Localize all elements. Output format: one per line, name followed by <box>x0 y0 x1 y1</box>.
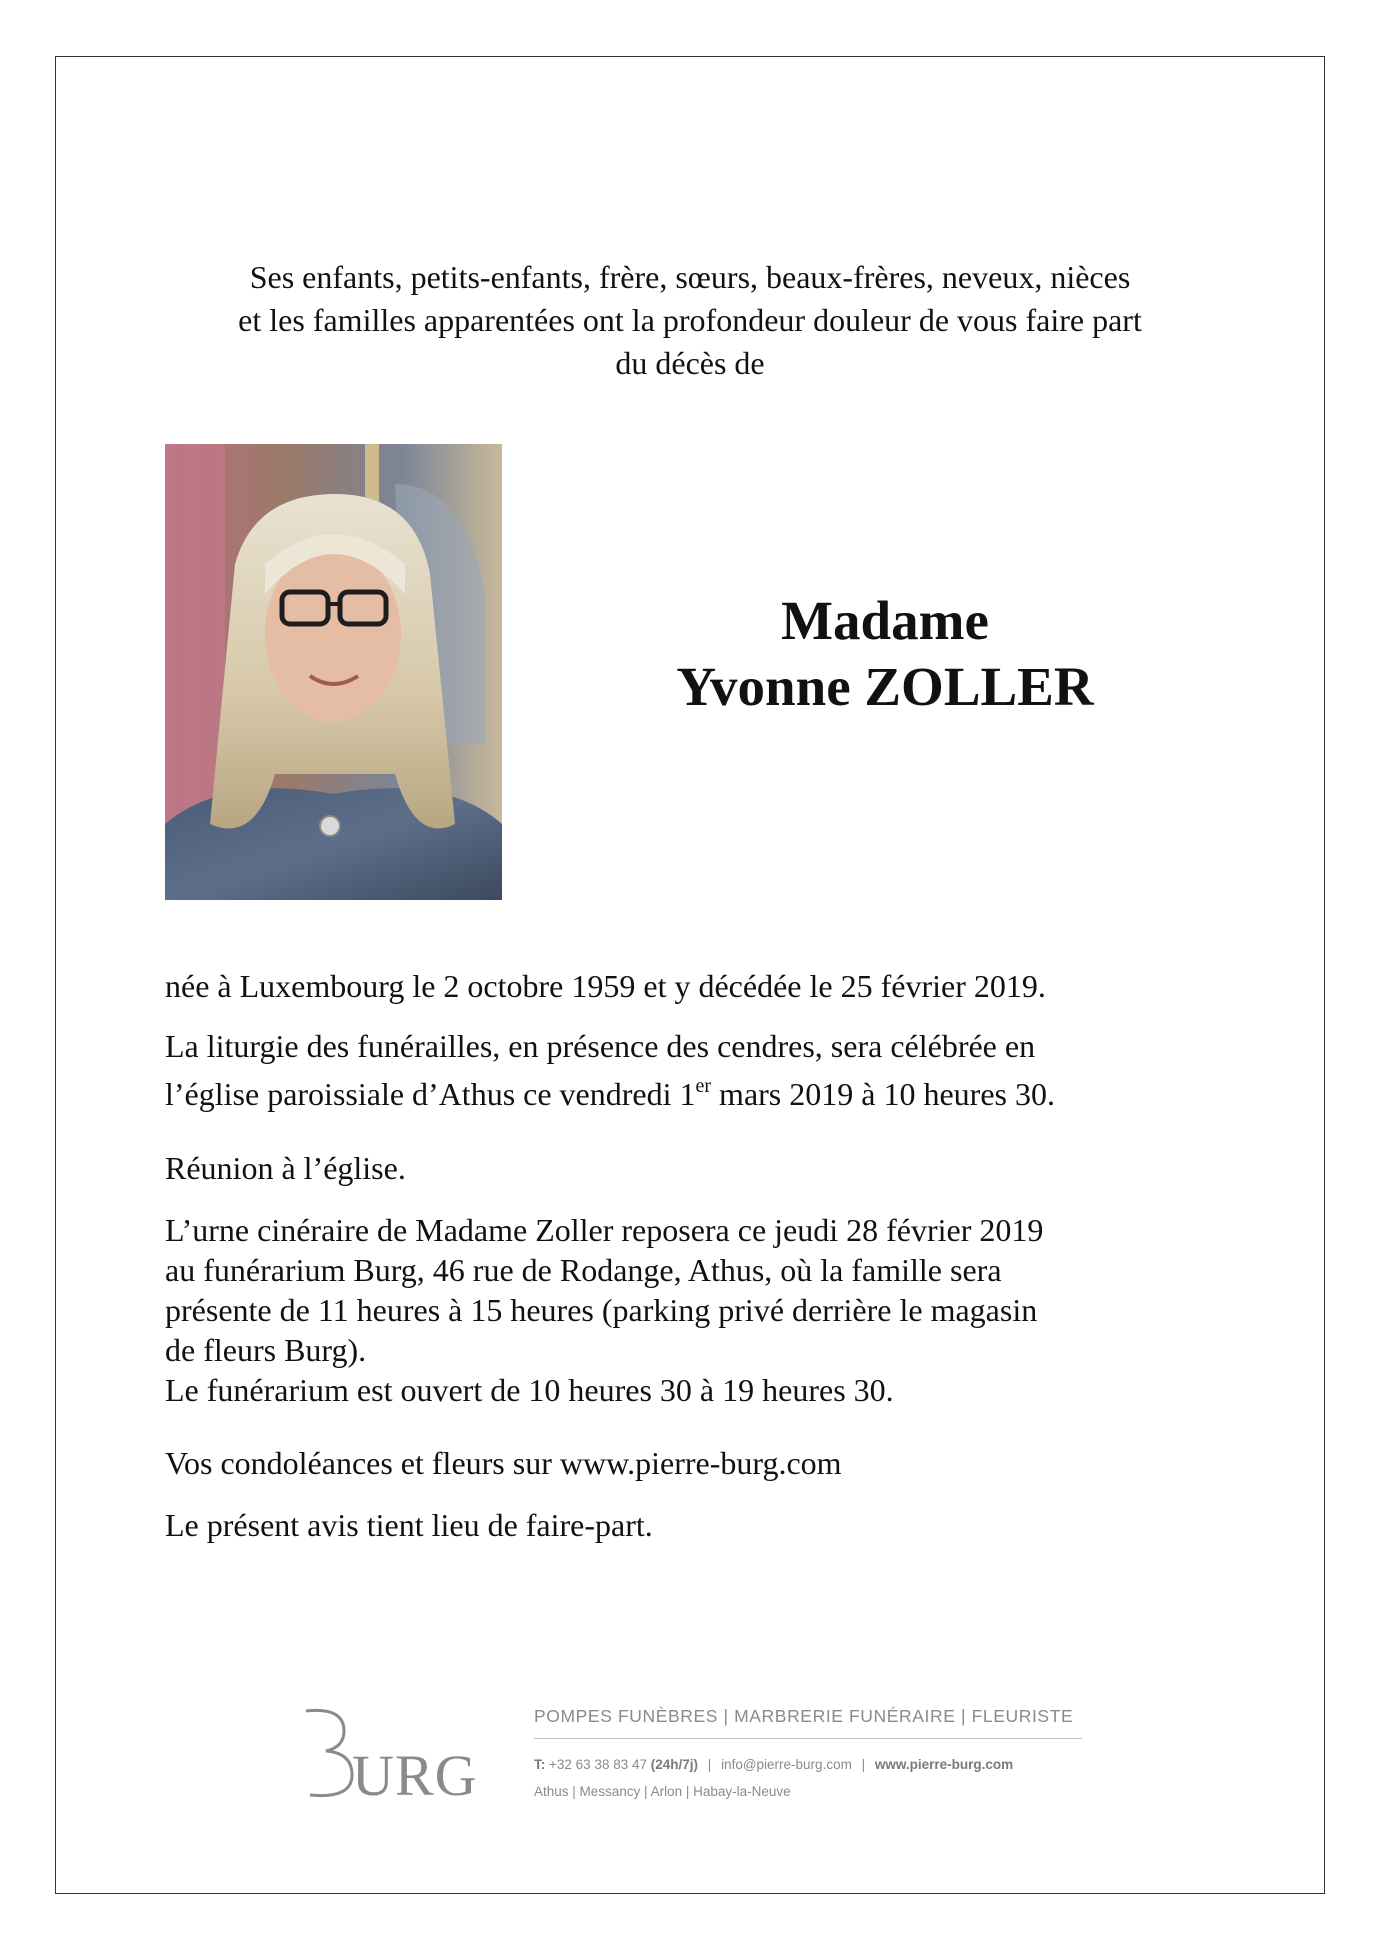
svg-text:URG: URG <box>352 1743 478 1803</box>
liturgy-line <box>165 1074 1225 1114</box>
urne-line: L’urne cinéraire de Madame Zoller reposera ce jeudi 28 février 2019 <box>165 1212 1044 1248</box>
website-link[interactable]: www.pierre-burg.com <box>874 1757 1014 1772</box>
reunion-text <box>165 1148 1225 1188</box>
liturgy-line-text: l’église paroissiale d’Athus ce vendredi 1 <box>165 1076 696 1112</box>
urne-line: présente de 11 heures à 15 heures (parking privé derrière le magasin <box>165 1292 1038 1328</box>
liturgy-text <box>165 1026 1225 1114</box>
cities-line: Athus | Messancy | Arlon | Habay-la-Neuve <box>534 1784 791 1799</box>
burg-logo <box>300 1703 490 1803</box>
intro-line: Ses enfants, petits-enfants, frère, sœurs, beaux-frères, neveux, nièces <box>249 259 1131 295</box>
birth-text <box>165 966 1225 1006</box>
deceased-name: Yvonne ZOLLER <box>676 656 1094 717</box>
ordinal-superscript: er <box>695 1075 712 1097</box>
liturgy-line-text: mars 2019 à 10 heures 30. <box>711 1076 1055 1112</box>
birth-line: née à Luxembourg le 2 octobre 1959 et y décédée le 25 février 2019. <box>165 968 1046 1004</box>
services-line: POMPES FUNÈBRES | MARBRERIE FUNÉRAIRE | FLEURISTE <box>534 1706 1074 1726</box>
footer-contact-block <box>534 1704 1084 1803</box>
urne-line: Le funérarium est ouvert de 10 heures 30 à 19 heures 30. <box>165 1372 894 1408</box>
urne-line: au funérarium Burg, 46 rue de Rodange, Athus, où la famille sera <box>165 1252 1002 1288</box>
contact-line <box>534 1755 1084 1775</box>
intro-line: et les familles apparentées ont la profondeur douleur de vous faire part <box>238 302 1142 338</box>
intro-text <box>120 256 1260 385</box>
urne-text <box>165 1210 1225 1410</box>
intro-line: du décès de <box>615 345 765 381</box>
notice-text <box>165 1505 1225 1545</box>
separator: | <box>707 1757 712 1772</box>
footer-divider <box>534 1738 1082 1739</box>
urne-line: de fleurs Burg). <box>165 1332 367 1368</box>
condolences-line: Vos condoléances et fleurs sur www.pierre-burg.com <box>165 1445 842 1481</box>
phone-hours: (24h/7j) <box>650 1757 699 1772</box>
notice-line: Le présent avis tient lieu de faire-part. <box>165 1507 653 1543</box>
deceased-name-block <box>560 588 1210 720</box>
deceased-title: Madame <box>781 590 989 651</box>
liturgy-line: La liturgie des funérailles, en présence des cendres, sera célébrée en <box>165 1028 1036 1064</box>
reunion-line: Réunion à l’église. <box>165 1150 406 1186</box>
email-link[interactable]: info@pierre-burg.com <box>721 1757 852 1772</box>
phone-label: T: <box>534 1757 546 1772</box>
separator: | <box>861 1757 866 1772</box>
condolences-text <box>165 1443 1225 1483</box>
phone-number: +32 63 38 83 47 <box>549 1757 647 1772</box>
portrait-photo <box>165 444 502 900</box>
